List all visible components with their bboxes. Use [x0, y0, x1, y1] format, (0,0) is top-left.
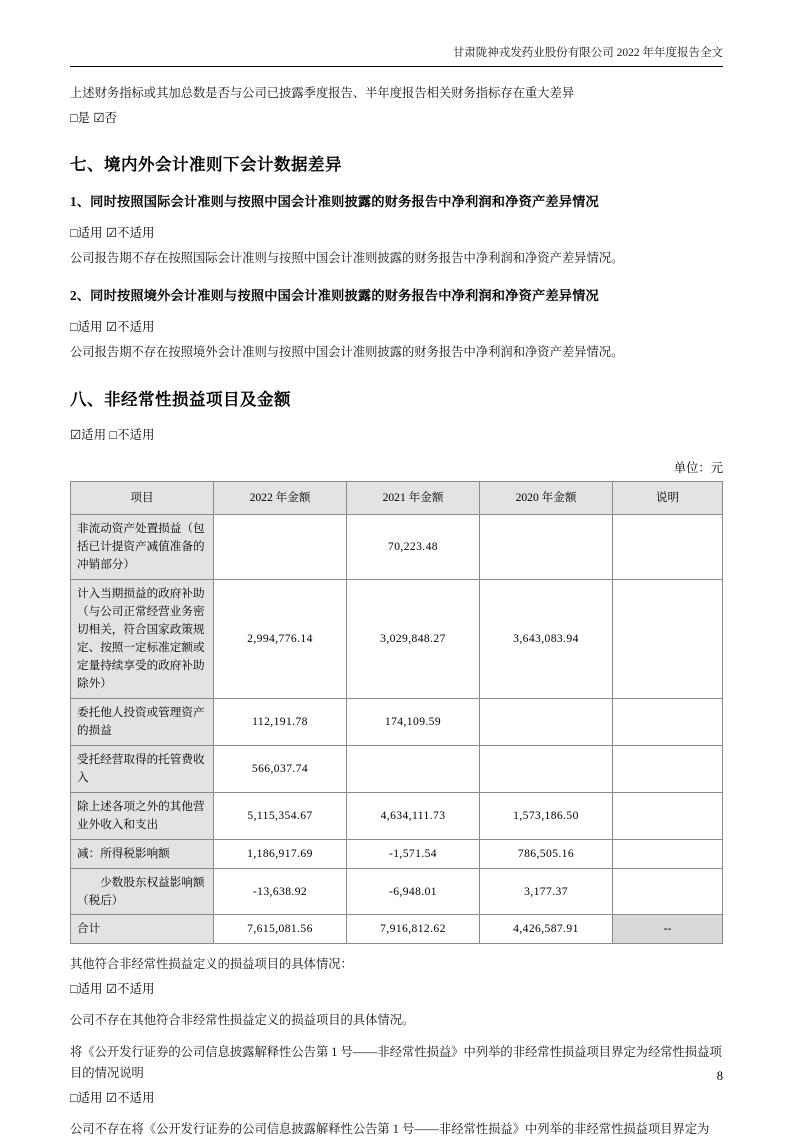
cell-2020: 3,177.37 [480, 868, 613, 915]
column-header-note: 说明 [613, 482, 723, 515]
cell-2020: 1,573,186.50 [480, 792, 613, 839]
cell-2022: 1,186,917.69 [214, 839, 347, 868]
cell-2021: -6,948.01 [347, 868, 480, 915]
cell-2022: 7,615,081.56 [214, 915, 347, 944]
cell-2022: -13,638.92 [214, 868, 347, 915]
section-heading-8: 八、非经常性损益项目及金额 [70, 389, 291, 409]
subsection-7-1-body: 公司报告期不存在按照国际会计准则与按照中国会计准则披露的财务报告中净利润和净资产差异情况。 [70, 250, 624, 265]
cell-2020 [480, 515, 613, 580]
cell-note [613, 745, 723, 792]
cell-2020: 4,426,587.91 [480, 915, 613, 944]
row-label: 委托他人投资或管理资产的损益 [71, 698, 214, 745]
cell-note [613, 792, 723, 839]
row-label: 减：所得税影响额 [71, 839, 214, 868]
cell-note [613, 515, 723, 580]
row-label: 合计 [71, 915, 214, 944]
table-header-row [71, 482, 723, 515]
table-unit-label: 单位：元 [673, 461, 723, 476]
cell-2020: 786,505.16 [480, 839, 613, 868]
cell-2022: 112,191.78 [214, 698, 347, 745]
intro-line: 上述财务指标或其加总数是否与公司已披露季度报告、半年度报告相关财务指标存在重大差异 [70, 86, 575, 100]
row-label: 计入当期损益的政府补助（与公司正常经营业务密切相关，符合国家政策规定、按照一定标准定额或定量持续享受的政府补助除外） [71, 579, 214, 698]
subsection-heading-7-1: 1、同时按照国际会计准则与按照中国会计准则披露的财务报告中净利润和净资产差异情况 [70, 193, 599, 209]
column-header-2020: 2020 年金额 [480, 482, 613, 515]
cell-2021: 70,223.48 [347, 515, 480, 580]
section-heading-7: 七、境内外会计准则下会计数据差异 [70, 154, 342, 174]
cell-note [613, 579, 723, 698]
cell-2020: 3,643,083.94 [480, 579, 613, 698]
subsection-heading-7-2: 2、同时按照境外会计准则与按照中国会计准则披露的财务报告中净利润和净资产差异情况 [70, 288, 599, 304]
page-number: 8 [716, 1069, 723, 1083]
table-row [71, 579, 723, 698]
subsection-7-1-checkboxes[interactable]: □适用 ☑不适用 [70, 225, 155, 240]
table-row [71, 839, 723, 868]
intro-checkboxes[interactable]: □是 ☑否 [70, 110, 118, 125]
cell-2021: 7,916,812.62 [347, 915, 480, 944]
cell-note [613, 698, 723, 745]
table-row [71, 515, 723, 580]
cell-2022: 5,115,354.67 [214, 792, 347, 839]
cell-2021: 3,029,848.27 [347, 579, 480, 698]
cell-note [613, 868, 723, 915]
cell-note [613, 839, 723, 868]
column-header-item: 项目 [71, 482, 214, 515]
after-checkboxes-2[interactable]: □适用 ☑不适用 [70, 1090, 155, 1105]
row-label: 受托经营取得的托管费收入 [71, 745, 214, 792]
after-note-4: 公司不存在将《公开发行证券的公司信息披露解释性公告第 1 号——非经常性损益》中列举的非经常性损益项目界定为 [70, 1121, 710, 1136]
cell-2022: 2,994,776.14 [214, 579, 347, 698]
subsection-7-2-checkboxes[interactable]: □适用 ☑不适用 [70, 320, 155, 335]
table-row [71, 745, 723, 792]
subsection-7-2-body: 公司报告期不存在按照境外会计准则与按照中国会计准则披露的财务报告中净利润和净资产差异情况。 [70, 345, 624, 360]
after-checkboxes-1[interactable]: □适用 ☑不适用 [70, 981, 155, 996]
row-label: 除上述各项之外的其他营业外收入和支出 [71, 792, 214, 839]
column-header-2021: 2021 年金额 [347, 482, 480, 515]
cell-2022 [214, 515, 347, 580]
row-label: 少数股东权益影响额（税后） [71, 868, 214, 915]
table-row-total [71, 915, 723, 944]
running-header: 甘肃陇神戎发药业股份有限公司 2022 年年度报告全文 [452, 47, 723, 59]
after-note-1: 其他符合非经常性损益定义的损益项目的具体情况： [70, 957, 353, 972]
nonrecurring-items-table [70, 481, 723, 944]
cell-note: -- [613, 915, 723, 944]
table-row [71, 698, 723, 745]
cell-2021: -1,571.54 [347, 839, 480, 868]
cell-2020 [480, 698, 613, 745]
cell-2020 [480, 745, 613, 792]
cell-2022: 566,037.74 [214, 745, 347, 792]
after-note-2: 公司不存在其他符合非经常性损益定义的损益项目的具体情况。 [70, 1013, 415, 1028]
cell-2021 [347, 745, 480, 792]
after-table-notes [70, 954, 723, 1140]
after-note-3: 将《公开发行证券的公司信息披露解释性公告第 1 号——非经常性损益》中列举的非经常性损益项目界定为经常性损益项目的情况说明 [70, 1044, 722, 1081]
section-8-checkboxes[interactable]: ☑适用 □不适用 [70, 427, 155, 442]
row-label: 非流动资产处置损益（包括已计提资产减值准备的冲销部分） [71, 515, 214, 580]
header-divider [70, 66, 723, 67]
column-header-2022: 2022 年金额 [214, 482, 347, 515]
table-row [71, 792, 723, 839]
cell-2021: 174,109.59 [347, 698, 480, 745]
table-row [71, 868, 723, 915]
cell-2021: 4,634,111.73 [347, 792, 480, 839]
